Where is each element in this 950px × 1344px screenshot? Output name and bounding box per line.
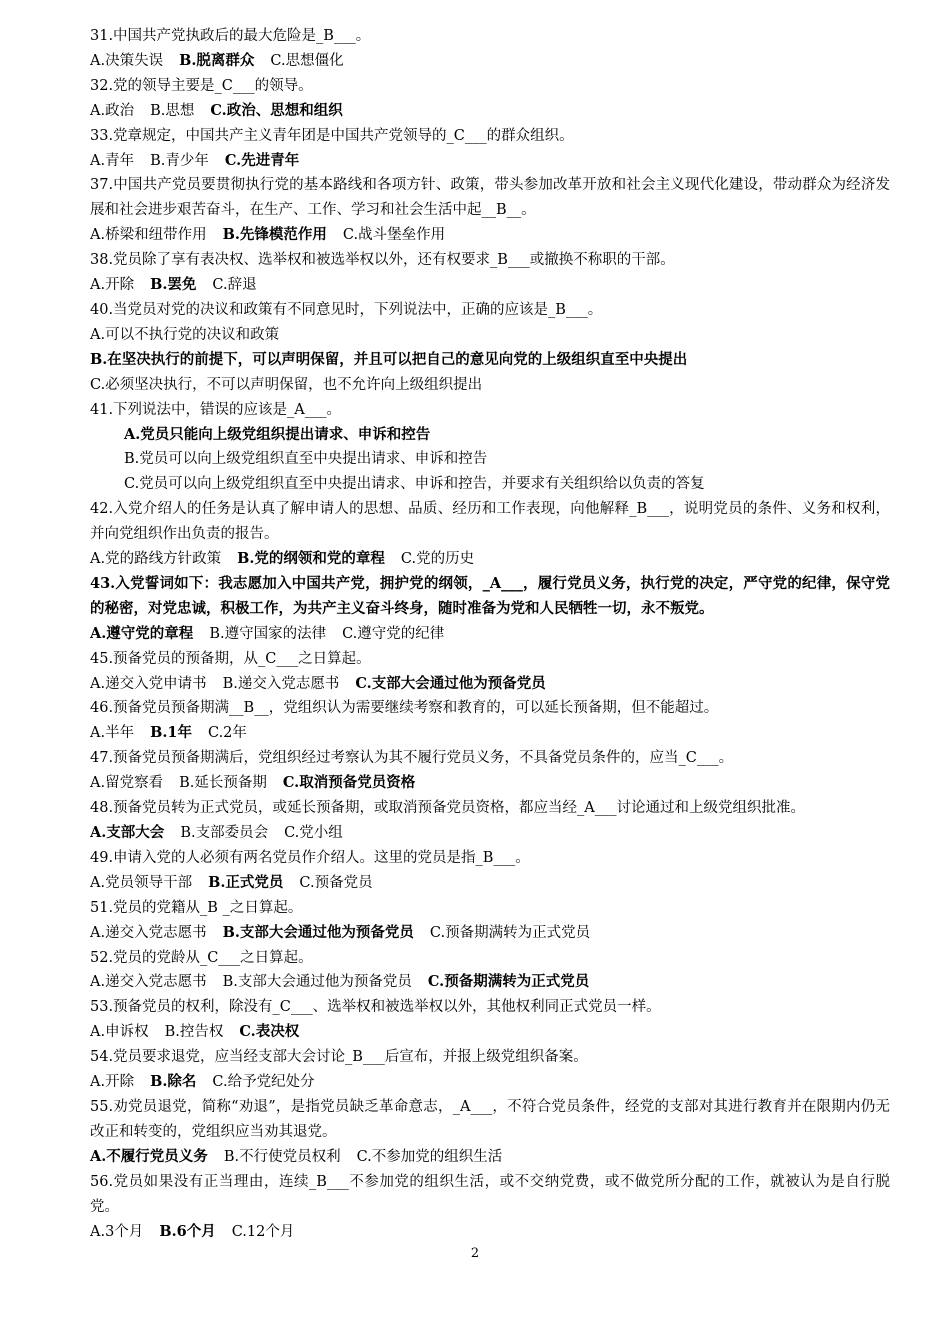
answer-option: A.桥梁和纽带作用 (90, 227, 207, 244)
question-text: B.党员可以向上级党组织直至中央提出请求、申诉和控告 (124, 451, 488, 468)
answer-option: C.表决权 (239, 1023, 300, 1041)
question-text: C.必须坚决执行，不可以声明保留，也不允许向上级组织提出 (90, 376, 483, 393)
question-text: 52.党员的党龄从_C___之日算起。 (90, 949, 313, 966)
question-text: 32.党的领导主要是_C___的领导。 (90, 77, 313, 94)
answer-option: C.预备期满转为正式党员 (427, 973, 590, 991)
question-text: A.党员只能向上级党组织提出请求、申诉和控告 (124, 425, 431, 443)
answer-option: A.递交入党申请书 (90, 675, 207, 692)
question-text: 37.中国共产党员要贯彻执行党的基本路线和各项方针、政策，带头参加改革开放和社会主义现代化建设，带动群众为经济发展和社会进步艰苦奋斗，在生产、工作、学习和社会生活中起__B__。 (90, 177, 890, 219)
answer-option: B.脱离群众 (179, 51, 255, 69)
answer-options (90, 1220, 890, 1245)
answer-option: C.给予党纪处分 (212, 1074, 315, 1091)
answer-options (90, 821, 890, 846)
question-text: 46.预备党员预备期满__B__，党组织认为需要继续考察和教育的，可以延长预备期，但不能超过。 (90, 700, 719, 717)
answer-options (90, 771, 890, 796)
answer-options (90, 672, 890, 697)
question-text: 47.预备党员预备期满后，党组织经过考察认为其不履行党员义务，不具备党员条件的，应当_C___。 (90, 750, 734, 767)
answer-option: B.思想 (150, 102, 195, 119)
question-text: 43.入党誓词如下：我志愿加入中国共产党，拥护党的纲领，_A___，履行党员义务，执行党的决定，严守党的纪律，保守党的秘密，对党忠诚，积极工作，为共产主义奋斗终身，随时准备为党和人民牺牲一切，永不叛党。 (90, 574, 890, 617)
answer-option: C.遵守党的纪律 (342, 625, 445, 642)
question-text: C.党员可以向上级党组织直至中央提出请求、申诉和控告，并要求有关组织给以负责的答复 (124, 476, 705, 493)
answer-option: A.党员领导干部 (90, 874, 193, 891)
answer-option: A.支部大会 (90, 824, 165, 841)
answer-option: A.3个月 (90, 1223, 144, 1240)
answer-option: C.思想僵化 (270, 52, 344, 69)
answer-option: A.半年 (90, 725, 135, 742)
question-text: 55.劝党员退党，简称“劝退”，是指党员缺乏革命意志，_A___，不符合党员条件，经党的支部对其进行教育并在限期内仍无改正和转变的，党组织应当劝其退党。 (90, 1098, 890, 1140)
answer-option: B.支部大会通过他为预备党员 (222, 923, 414, 941)
answer-option: C.先进青年 (224, 151, 300, 169)
answer-option: B.控告权 (164, 1024, 224, 1041)
question-text: 56.党员如果没有正当理由，连续_B___不参加党的组织生活，或不交纳党费，或不做党所分配的工作，就被认为是自行脱党。 (90, 1173, 890, 1215)
answer-option: B.正式党员 (208, 873, 284, 891)
answer-options (90, 1070, 890, 1095)
answer-option: C.不参加党的组织生活 (356, 1148, 503, 1165)
answer-options (90, 149, 890, 174)
document-page (90, 24, 890, 1244)
page-number: 2 (470, 1246, 480, 1261)
answer-option: A.开除 (90, 1074, 135, 1091)
answer-option: A.开除 (90, 277, 135, 294)
answer-option: A.青年 (90, 152, 135, 169)
answer-option: A.党的路线方针政策 (90, 551, 222, 568)
answer-option: C.12个月 (231, 1223, 295, 1240)
answer-option: A.决策失误 (90, 52, 164, 69)
answer-options (90, 99, 890, 124)
answer-option: B.支部委员会 (180, 825, 269, 841)
answer-option: B.党的纲领和党的章程 (237, 550, 385, 568)
answer-option: A.递交入党志愿书 (90, 924, 207, 941)
answer-options (90, 622, 890, 647)
answer-option: B.青少年 (150, 152, 209, 169)
answer-option: C.支部大会通过他为预备党员 (355, 674, 546, 692)
answer-options (90, 273, 890, 298)
answer-option: B.递交入党志愿书 (222, 675, 340, 692)
answer-option: A.留党察看 (90, 775, 164, 792)
answer-options (90, 721, 890, 746)
answer-option: B.支部大会通过他为预备党员 (222, 974, 412, 991)
answer-options (90, 970, 890, 995)
answer-option: B.1年 (150, 724, 192, 742)
question-text: 38.党员除了享有表决权、选举权和被选举权以外，还有权要求_B___或撤换不称职的干部。 (90, 252, 675, 269)
answer-option: C.取消预备党员资格 (282, 774, 416, 792)
answer-options (90, 921, 890, 946)
question-text: 31.中国共产党执政后的最大危险是_B___。 (90, 28, 371, 44)
question-text: 49.申请入党的人必须有两名党员作介绍人。这里的党员是指_B___。 (90, 849, 530, 866)
answer-option: C.预备期满转为正式党员 (429, 924, 591, 941)
answer-options (90, 547, 890, 572)
answer-option: B.除名 (150, 1073, 197, 1091)
question-text: 53.预备党员的权利，除没有_C___、选举权和被选举权以外，其他权利同正式党员一样。 (90, 999, 661, 1016)
answer-option: B.罢免 (150, 276, 197, 294)
answer-options (90, 871, 890, 896)
answer-option: C.党小组 (284, 825, 343, 841)
answer-option: B.先锋模范作用 (222, 226, 327, 244)
answer-option: B.6个月 (159, 1222, 216, 1240)
answer-option: A.遵守党的章程 (90, 624, 194, 642)
answer-option: B.遵守国家的法律 (209, 625, 327, 642)
question-text: A.可以不执行党的决议和政策 (90, 326, 280, 343)
answer-option: B.延长预备期 (179, 775, 267, 792)
question-text: 48.预备党员转为正式党员，或延长预备期，或取消预备党员资格，都应当经_A___讨论通过和上级党组织批准。 (90, 800, 806, 817)
answer-option: A.政治 (90, 102, 135, 119)
answer-options (90, 1145, 890, 1170)
question-text: 33.党章规定，中国共产主义青年团是中国共产党领导的_C___的群众组织。 (90, 127, 574, 144)
answer-option: C.2年 (208, 725, 247, 742)
answer-option: A.申诉权 (90, 1024, 149, 1041)
question-text: 51.党员的党籍从_B _之日算起。 (90, 899, 303, 916)
question-text: B.在坚决执行的前提下，可以声明保留，并且可以把自己的意见向党的上级组织直至中央提出 (90, 350, 688, 368)
answer-option: C.辞退 (212, 277, 257, 294)
answer-option: C.预备党员 (299, 874, 373, 891)
question-text: 54.党员要求退党，应当经支部大会讨论_B___后宣布，并报上级党组织备案。 (90, 1049, 588, 1066)
question-text: 40.当党员对党的决议和政策有不同意见时，下列说法中，正确的应该是_B___。 (90, 301, 603, 318)
question-text: 45.预备党员的预备期，从_C___之日算起。 (90, 650, 371, 667)
answer-options (90, 1020, 890, 1045)
answer-options (90, 223, 890, 248)
question-text: 41.下列说法中，错误的应该是_A___。 (90, 401, 342, 418)
answer-options (90, 49, 890, 74)
answer-option: C.战斗堡垒作用 (342, 227, 446, 244)
answer-option: C.政治、思想和组织 (210, 101, 343, 119)
question-text: 42.入党介绍人的任务是认真了解申请人的思想、品质、经历和工作表现，向他解释_B___，说明党员的条件、义务和权利，并向党组织作出负责的报告。 (90, 501, 890, 543)
answer-option: A.不履行党员义务 (90, 1147, 208, 1165)
answer-option: A.递交入党志愿书 (90, 974, 207, 991)
answer-option: C.党的历史 (400, 551, 475, 568)
answer-option: B.不行使党员权利 (223, 1148, 341, 1165)
